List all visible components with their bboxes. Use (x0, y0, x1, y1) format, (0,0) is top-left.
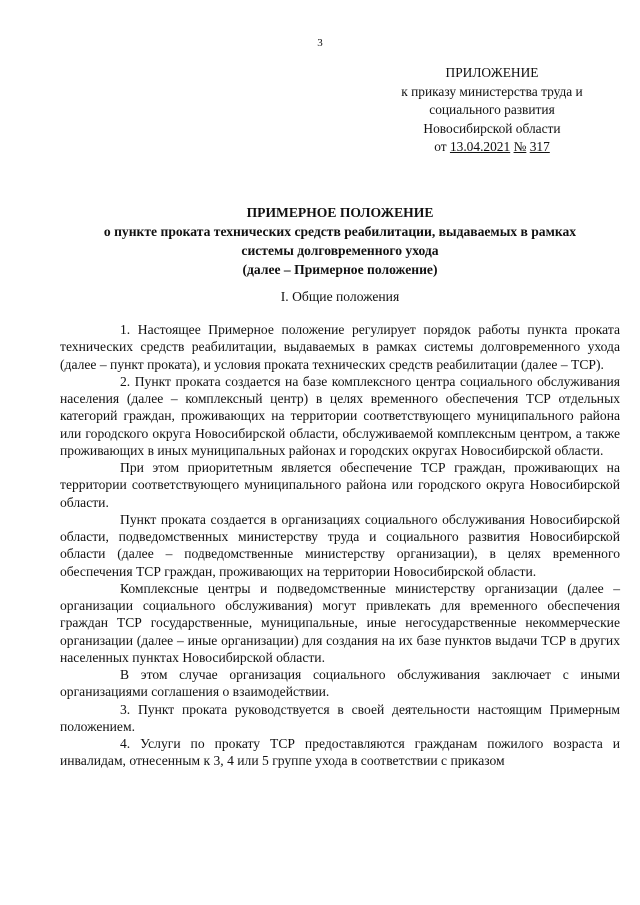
paragraph-1: 1. Настоящее Примерное положение регулирует порядок работы пункта проката технических средств реабилитации, выдаваемых в рамках системы долговременного ухода (далее – пункт проката), и условия проката технических средств реабилитации (далее – ТСР). (60, 322, 620, 372)
paragraph-5: Комплексные центры и подведомственные министерству организации (далее – организации социального обслуживания) могут привлекать для временного обеспечения граждан ТСР государственные, муниципальные, иные негосударственные некоммерческие организации (далее – иные организации) для создания на их базе пунктов выдачи ТСР в других населенных пунктах Новосибирской области. (60, 580, 620, 665)
appendix-title: ПРИЛОЖЕНИЕ (445, 65, 539, 80)
paragraph-3: При этом приоритетным является обеспечение ТСР граждан, проживающих на территории соответствующего муниципального района или городского округа Новосибирской области. (60, 460, 620, 510)
paragraph-8: 4. Услуги по прокату ТСР предоставляются гражданам пожилого возраста и инвалидам, отнесенным к 3, 4 или 5 группе ухода в соответствии с приказом (60, 736, 620, 769)
date-prefix: от (434, 139, 447, 154)
title-line-1: ПРИМЕРНОЕ ПОЛОЖЕНИЕ (246, 205, 434, 220)
paragraph-2: 2. Пункт проката создается на базе комплексного центра социального обслуживания населения (далее – комплексный центр) в целях временного обеспечения ТСР отдельных категорий граждан, проживающих на территории соответствующего муниципального района или городского округа Новосибирской области, обслуживаемой комплексным центром, а также проживающих в иных муниципальных районах и городских округах Новосибирской области. (60, 373, 620, 458)
section-heading: I. Общие положения (280, 289, 400, 304)
order-date: 13.04.2021 (449, 139, 511, 154)
paragraph-6: В этом случае организация социального обслуживания заключает с иными организациями соглашения о взаимодействии. (60, 667, 620, 700)
paragraph-4: Пункт проката создается в организациях социального обслуживания Новосибирской области, подведомственных министерству труда и социального развития Новосибирской области (далее – подведомственные министерству организации), в целях временного обеспечения ТСР граждан, проживающих на территории Новосибирской области. (60, 511, 620, 579)
document-body (60, 321, 620, 770)
appendix-line-2: социального развития (429, 102, 555, 117)
title-line-2: о пункте проката технических средств реабилитации, выдаваемых в рамках (103, 224, 577, 239)
title-line-3: системы долговременного ухода (241, 243, 439, 258)
title-line-4: (далее – Примерное положение) (242, 262, 438, 277)
appendix-date-line (380, 138, 604, 157)
number-sign: № (513, 139, 527, 154)
document-title (60, 203, 620, 279)
appendix-block (380, 64, 604, 157)
appendix-line-1: к приказу министерства труда и (401, 83, 583, 99)
appendix-line-3: Новосибирской области (423, 120, 561, 136)
order-number: 317 (529, 139, 550, 154)
paragraph-7: 3. Пункт проката руководствуется в своей деятельности настоящим Примерным положением. (60, 701, 620, 734)
page-number: 3 (317, 37, 323, 49)
